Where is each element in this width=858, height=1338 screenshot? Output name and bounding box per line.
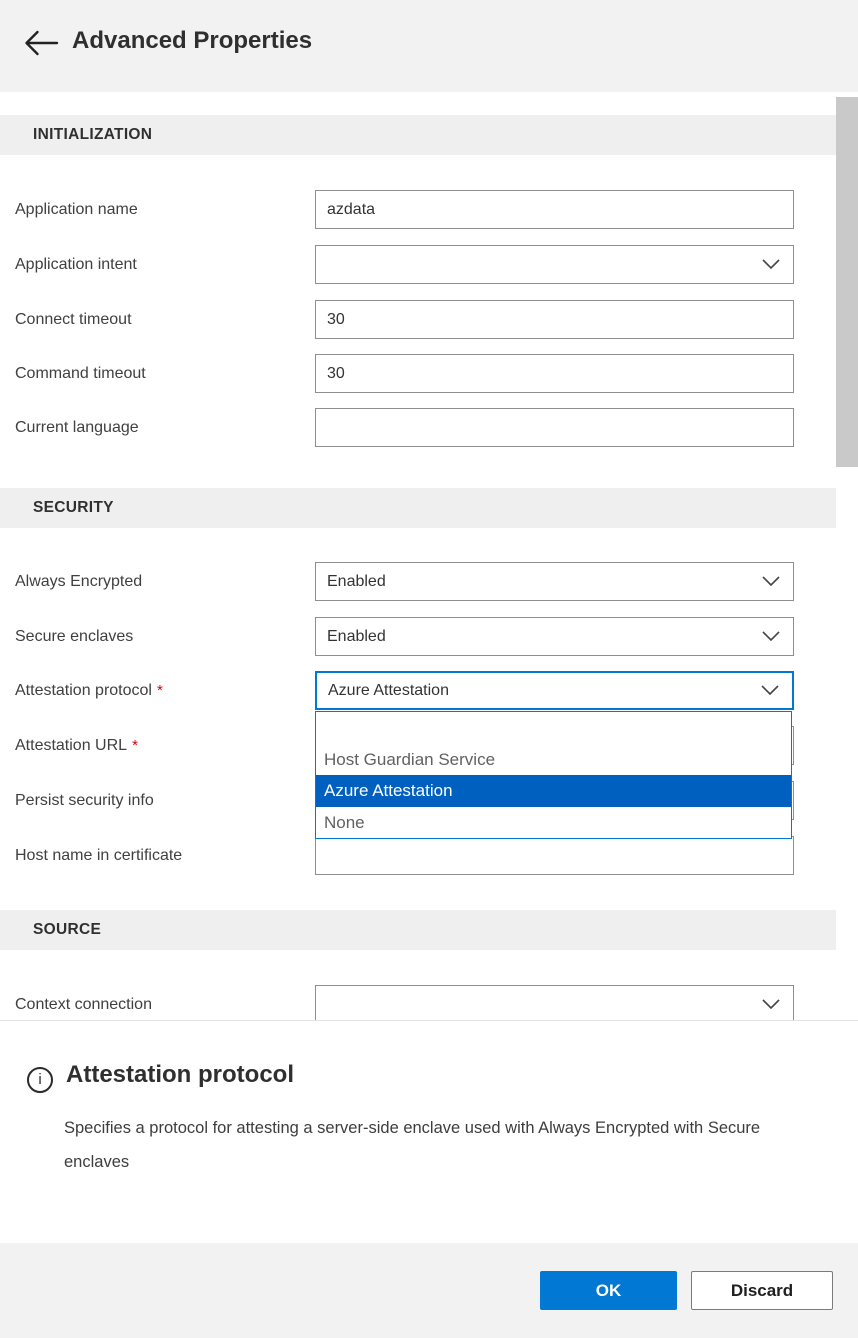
dialog-header [0,0,858,92]
field-label: Current language [15,419,139,436]
required-asterisk: * [132,737,138,754]
always-encrypted-select[interactable]: Enabled [315,562,794,601]
required-asterisk: * [156,682,163,699]
host-name-in-certificate-input[interactable] [315,836,794,875]
section-header-source [0,910,836,950]
form-row-host-name-in-certificate [0,836,836,875]
application-name-input[interactable] [315,190,794,229]
section-title: SECURITY [33,499,114,516]
back-button[interactable] [22,28,60,60]
dropdown-option-empty[interactable] [316,712,791,744]
form-row-connect-timeout [0,300,836,339]
form-row-attestation-protocol [0,671,836,710]
form-row-always-encrypted [0,562,836,601]
help-description: Specifies a protocol for attesting a server-side enclave used with Always Encrypted with Secure enclaves [64,1119,761,1171]
form-row-command-timeout [0,354,836,393]
field-label: Application name [15,201,138,218]
info-icon: i [27,1067,53,1093]
field-label: Attestation protocol * [15,682,163,699]
form-row-application-name [0,190,836,229]
form-row-current-language [0,408,836,447]
secure-enclaves-select[interactable]: Enabled [315,617,794,656]
current-language-input[interactable] [315,408,794,447]
command-timeout-input[interactable] [315,354,794,393]
field-label: Secure enclaves [15,628,134,645]
field-label: Connect timeout [15,311,132,328]
ok-button[interactable]: OK [540,1271,677,1310]
field-label: Persist security info [15,792,154,809]
dropdown-option-none[interactable]: None [324,812,365,832]
section-header-initialization [0,115,836,155]
dropdown-option-host-guardian-service[interactable]: Host Guardian Service [324,749,496,769]
chevron-down-icon [762,996,780,1014]
section-header-security [0,488,836,528]
attestation-protocol-select[interactable]: Azure Attestation [315,671,794,710]
dialog-footer [0,1243,858,1338]
form-row-application-intent [0,245,836,284]
field-label: Always Encrypted [15,573,143,590]
form-scroll-area [0,92,858,1020]
field-label: Context connection [15,996,152,1013]
application-intent-select[interactable] [315,245,794,284]
field-label: Attestation URL * [15,737,138,754]
chevron-down-icon [762,573,780,591]
page-title: Advanced Properties [72,27,313,54]
chevron-down-icon [762,628,780,646]
chevron-down-icon [761,682,779,700]
section-title: SOURCE [33,921,102,938]
section-title: INITIALIZATION [33,126,153,143]
form-row-secure-enclaves [0,617,836,656]
dropdown-option-azure-attestation-selected[interactable]: Azure Attestation [316,775,791,807]
chevron-down-icon [762,256,780,274]
discard-button[interactable]: Discard [691,1271,833,1310]
help-title: Attestation protocol [66,1061,294,1088]
field-label: Application intent [15,256,137,273]
scrollbar-thumb[interactable] [836,97,858,467]
context-connection-select[interactable] [315,985,794,1020]
attestation-protocol-dropdown-list [315,711,792,839]
form-row-context-connection [0,985,836,1020]
help-panel [0,1020,858,1244]
connect-timeout-input[interactable] [315,300,794,339]
field-label: Command timeout [15,365,146,382]
field-label: Host name in certificate [15,847,183,864]
arrow-left-icon [23,46,60,61]
